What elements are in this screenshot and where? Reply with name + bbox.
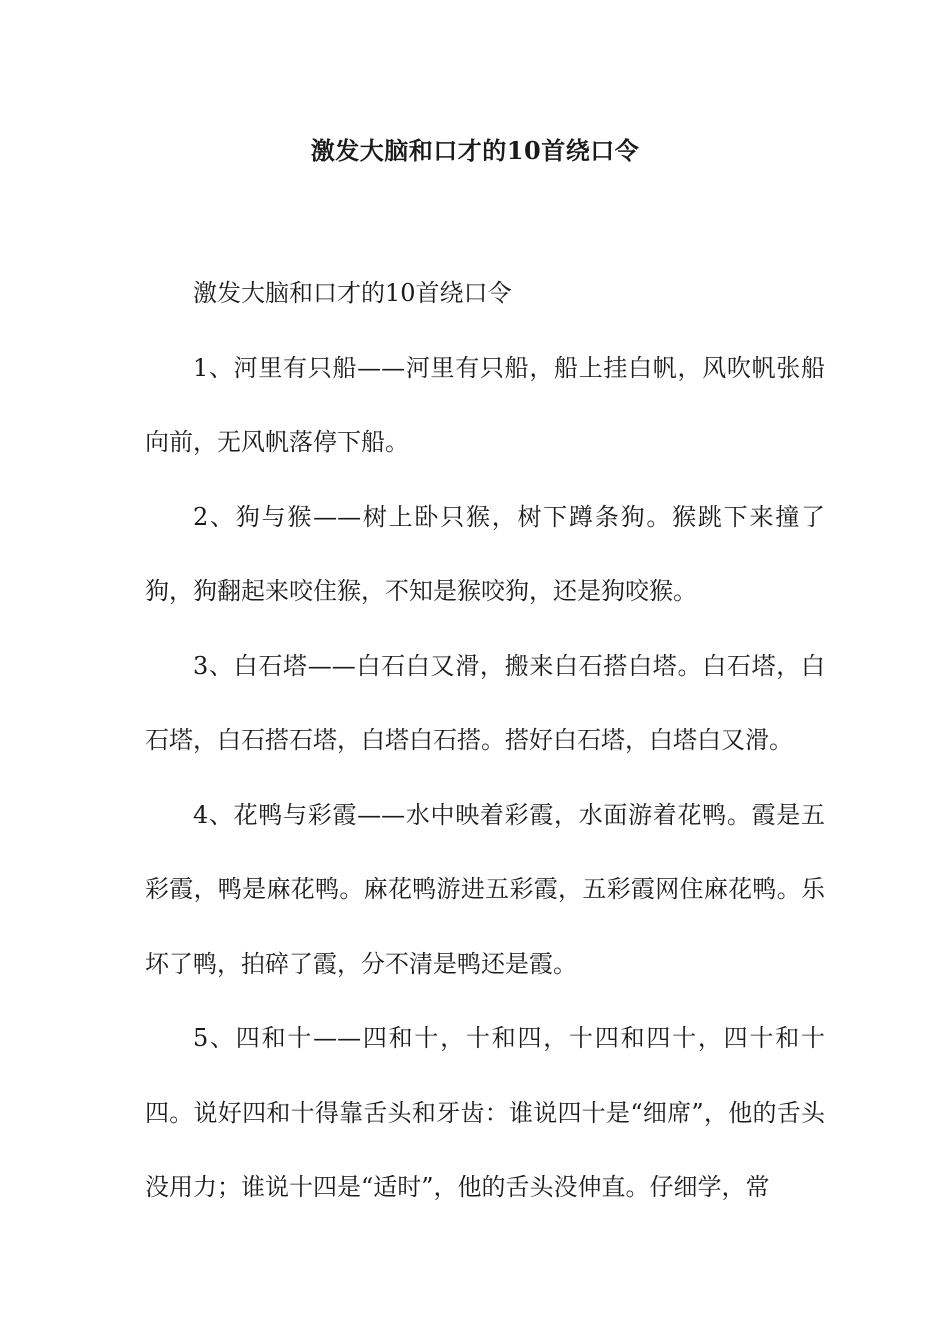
- document-title: 激发大脑和口才的10首绕口令: [310, 136, 640, 165]
- paragraph-tongue-twister-5: 5、四和十——四和十，十和四，十四和四十，四十和十四。说好四和十得靠舌头和牙齿：谁说四十是“细席”，他的舌头没用力；谁说十四是“适时”，他的舌头没伸直。仔细学，常: [145, 1024, 825, 1201]
- paragraph-tongue-twister-4: 4、花鸭与彩霞——水中映着彩霞，水面游着花鸭。霞是五彩霞，鸭是麻花鸭。麻花鸭游进五彩霞，五彩霞网住麻花鸭。乐坏了鸭，拍碎了霞，分不清是鸭还是霞。: [145, 800, 825, 978]
- paragraph-tongue-twister-2: 2、狗与猴——树上卧只猴，树下蹲条狗。猴跳下来撞了狗，狗翻起来咬住猴，不知是猴咬狗，还是狗咬猴。: [145, 502, 825, 605]
- document-body: [145, 256, 825, 1225]
- paragraph-tongue-twister-3: 3、白石塔——白石白又滑，搬来白石搭白塔。白石塔，白石塔，白石搭石塔，白塔白石搭。搭好白石塔，白塔白又滑。: [145, 651, 825, 754]
- paragraph-tongue-twister-1: 1、河里有只船——河里有只船，船上挂白帆，风吹帆张船向前，无风帆落停下船。: [145, 353, 825, 456]
- paragraph-intro: 激发大脑和口才的10首绕口令: [193, 279, 512, 307]
